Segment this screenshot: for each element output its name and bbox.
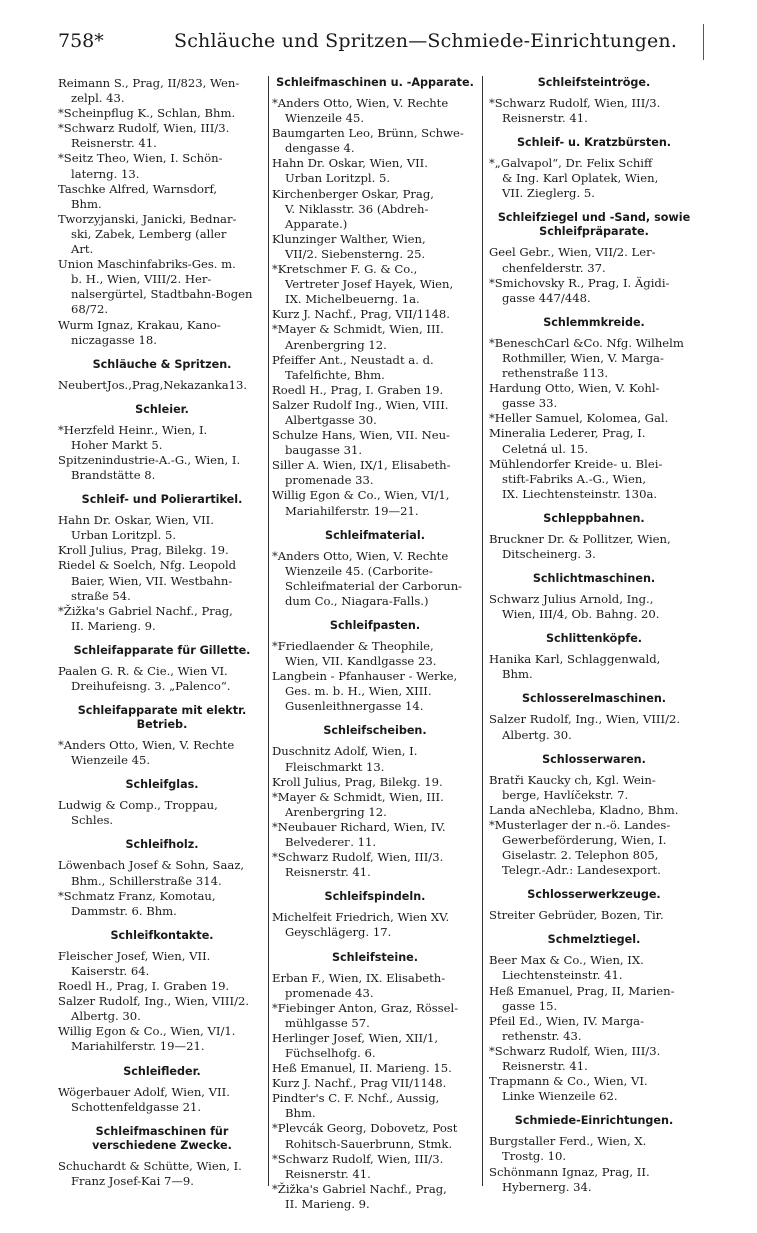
entry-line: *Anders Otto, Wien, V. Rechte	[272, 96, 449, 110]
directory-entry	[489, 532, 699, 562]
entry-line: Kaiserstr. 64.	[71, 963, 150, 978]
entry-line: NeubertJos.,Prag,Nekazanka13.	[58, 377, 248, 392]
column-3	[489, 76, 699, 1195]
entry-line: Schwarz Julius Arnold, Ing.,	[489, 592, 654, 607]
directory-entry	[272, 820, 478, 850]
directory-entry	[272, 322, 478, 352]
entry-line: Löwenbach Josef & Sohn, Saaz,	[58, 858, 245, 873]
page-header	[58, 30, 698, 60]
directory-entry	[272, 1182, 478, 1212]
section-heading: Schleifkontakte.	[110, 928, 214, 942]
directory-entry	[272, 262, 478, 307]
column-divider	[482, 76, 483, 1186]
entry-line: *Neubauer Richard, Wien, IV.	[272, 819, 446, 834]
entry-line: II. Marieng. 9.	[285, 1196, 370, 1211]
directory-entry	[58, 1024, 266, 1054]
entry-line: Wögerbauer Adolf, Wien, VII.	[58, 1084, 230, 1099]
directory-entry	[58, 423, 266, 453]
directory-entry	[489, 411, 699, 426]
entry-line: Füchselhofg. 6.	[285, 1045, 376, 1060]
section-heading: Schleifleder.	[123, 1064, 201, 1078]
directory-entry	[489, 381, 699, 411]
entry-line: Bhm.	[502, 667, 533, 682]
section-heading: Schleif- und Polierartikel.	[81, 493, 243, 507]
entry-line: Baumgarten Leo, Brünn, Schwe-	[272, 126, 464, 141]
entry-line: Taschke Alfred, Warnsdorf,	[58, 181, 218, 196]
entry-line: dengasse 4.	[285, 141, 355, 156]
directory-entry	[58, 949, 266, 979]
directory-entry	[489, 773, 699, 803]
section-heading: Schlosserwerkzeuge.	[527, 888, 661, 902]
entry-line: Trostg. 10.	[502, 1149, 567, 1164]
directory-entry	[272, 187, 478, 232]
directory-entry	[58, 76, 266, 106]
directory-entry	[272, 488, 478, 518]
entry-line: Siller A. Wien, IX/1, Elisabeth-	[272, 458, 451, 473]
entry-line: Wienzeile 45.	[285, 111, 365, 126]
directory-entry	[58, 212, 266, 257]
directory-entry	[272, 910, 478, 940]
entry-line: zelpl. 43.	[71, 91, 125, 106]
directory-entry	[272, 353, 478, 383]
entry-line: Albertg. 30.	[502, 727, 572, 742]
directory-entry	[272, 96, 478, 126]
entry-line: Erban F., Wien, IX. Elisabeth-	[272, 970, 446, 985]
entry-line: Heß Emanuel, II. Marieng. 15.	[272, 1061, 452, 1076]
entry-line: Hardung Otto, Wien, V. Kohl-	[489, 381, 660, 396]
entry-line: *Heller Samuel, Kolomea, Gal.	[489, 411, 669, 426]
entry-line: Salzer Rudolf, Ing., Wien, VIII/2.	[489, 712, 681, 727]
entry-line: Belvederег. 11.	[285, 835, 377, 850]
directory-entry	[489, 1165, 699, 1195]
entry-line: Hybernerg. 34.	[502, 1179, 592, 1194]
entry-line: rethenstr. 43.	[502, 1028, 582, 1043]
entry-line: Giselastr. 2. Telephon 805,	[502, 848, 659, 863]
directory-entry	[272, 971, 478, 1001]
directory-entry	[58, 453, 266, 483]
entry-line: Langbein - Pfanhauser - Werke,	[272, 669, 458, 684]
entry-line: IX. Michelbeuerng. 1a.	[285, 292, 420, 307]
entry-line: Trapmann & Co., Wien, VI.	[489, 1074, 648, 1089]
entry-line: Hahn Dr. Oskar, Wien, VII.	[272, 156, 428, 171]
entry-line: Willig Egon & Co., Wien, VI/1.	[58, 1024, 236, 1039]
section-heading: Schleif- u. Kratzbürsten.	[516, 136, 672, 150]
entry-line: *Smichovsky R., Prag, I. Ägidi-	[489, 275, 670, 290]
entry-line: Schottenfeldgasse 21.	[71, 1099, 202, 1114]
entry-line: Tafelfichte, Bhm.	[285, 367, 385, 382]
entry-line: Rohitsch-Sauerbrunn, Stmk.	[285, 1136, 453, 1151]
entry-line: *Schwarz Rudolf, Wien, III/3.	[489, 1043, 661, 1058]
entry-line: Geel Gebr., Wien, VII/2. Ler-	[489, 245, 656, 260]
entry-line: Wien, III/4, Ob. Bahng. 20.	[502, 607, 660, 622]
entry-line: Rothmiller, Wien, V. Marga-	[502, 350, 664, 365]
section-heading: Schlosserwaren.	[542, 752, 646, 766]
entry-line: Pindter's C. F. Nchf., Aussig,	[272, 1091, 440, 1106]
entry-line: Reisnerstr. 41.	[502, 111, 588, 126]
entry-line: IX. Liechtensteinstr. 130a.	[502, 486, 658, 501]
entry-line: *Žižka's Gabriel Nachf., Prag,	[272, 1181, 447, 1196]
entry-line: Reisnerstr. 41.	[285, 1166, 371, 1181]
entry-line: Kirchenberger Oskar, Prag,	[272, 186, 434, 201]
entry-line: straße 54.	[71, 588, 131, 603]
entry-line: Duschnitz Adolf, Wien, I.	[272, 744, 418, 759]
entry-line: Mariahilferstr. 19—21.	[285, 503, 419, 518]
entry-line: Fleischer Josef, Wien, VII.	[58, 948, 211, 963]
directory-entry	[58, 318, 266, 348]
entry-line: Tworzyjanski, Janicki, Bednar-	[58, 211, 237, 226]
entry-line: Roedl H., Prag, I. Graben 19.	[272, 382, 444, 397]
entry-line: chenfelderstr. 37.	[502, 260, 606, 275]
entry-line: Burgstaller Ferd., Wien, X.	[489, 1134, 647, 1149]
entry-line: b. H., Wien, VIII/2. Her-	[71, 272, 212, 287]
entry-line: Heß Emanuel, Prag, II, Marien-	[489, 983, 675, 998]
entry-line: Hahn Dr. Oskar, Wien, VII.	[58, 513, 214, 528]
entry-line: II. Marieng. 9.	[71, 618, 156, 633]
entry-line: Bhm.	[285, 1106, 316, 1121]
entry-line: Paalen G. R. & Cie., Wien VI.	[58, 663, 228, 678]
directory-entry	[489, 953, 699, 983]
entry-line: Bratři Kaucky ch, Kgl. Wein-	[489, 772, 656, 787]
directory-entry	[272, 1031, 478, 1061]
entry-line: VII. Zieglerg. 5.	[502, 186, 595, 201]
entry-line: *Seitz Theo, Wien, I. Schön-	[58, 151, 223, 166]
entry-line: Linke Wienzeile 62.	[502, 1089, 618, 1104]
directory-entry	[58, 378, 266, 393]
directory-entry	[489, 1134, 699, 1164]
section-heading: Schleifspindeln.	[324, 890, 426, 904]
directory-entry	[489, 96, 699, 126]
directory-entry	[489, 712, 699, 742]
directory-entry	[58, 664, 266, 694]
directory-entry	[58, 106, 266, 121]
directory-entry	[489, 336, 699, 381]
entry-line: Wienzeile 45.	[71, 753, 151, 768]
directory-entry	[58, 513, 266, 543]
directory-entry	[489, 1074, 699, 1104]
directory-entry	[58, 182, 266, 212]
directory-entry	[58, 604, 266, 634]
directory-entry	[58, 151, 266, 181]
entry-line: Beer Max & Co., Wien, IX.	[489, 953, 644, 968]
entry-line: Brandstätte 8.	[71, 468, 156, 483]
directory-entry	[489, 803, 699, 818]
directory-entry	[489, 652, 699, 682]
entry-line: Wien, VII. Kandlgasse 23.	[285, 654, 437, 669]
entry-line: stift-Fabriks A.-G., Wien,	[502, 471, 646, 486]
entry-line: Dammstr. 6. Bhm.	[71, 903, 177, 918]
entry-line: Reisnerstr. 41.	[502, 1059, 588, 1074]
entry-line: Klunzinger Walther, Wien,	[272, 231, 426, 246]
section-heading: Schleifmaschinen u. -Apparate.	[276, 76, 474, 89]
entry-line: Liechtensteinstr. 41.	[502, 968, 623, 983]
entry-line: gasse 15.	[502, 998, 558, 1013]
entry-line: Ditscheinerg. 3.	[502, 546, 596, 561]
entry-line: *Fiebinger Anton, Graz, Rössel-	[272, 1000, 459, 1015]
directory-entry	[272, 1091, 478, 1121]
entry-line: 68/72.	[71, 302, 109, 317]
section-heading: Schleifsteine.	[331, 950, 418, 964]
entry-line: Vertreter Josef Hayek, Wien,	[285, 277, 454, 292]
entry-line: Baier, Wien, VII. Westbahn-	[71, 573, 233, 588]
directory-entry	[489, 592, 699, 622]
entry-line: Schulze Hans, Wien, VII. Neu-	[272, 428, 450, 443]
entry-line: Gewerbeförderung, Wien, I.	[502, 833, 667, 847]
entry-line: promenade 43.	[285, 985, 374, 1000]
section-heading: Schleier.	[135, 402, 189, 416]
directory-entry	[272, 398, 478, 428]
directory-entry	[272, 126, 478, 156]
entry-line: *„Galvapol“, Dr. Felix Schiff	[489, 156, 653, 171]
entry-line: Kroll Julius, Prag, Bilekg. 19.	[58, 543, 229, 558]
entry-line: Albertg. 30.	[71, 1009, 141, 1024]
entry-line: Gusenleithnergasse 14.	[285, 699, 424, 714]
entry-line: *Schwarz Rudolf, Wien, III/3.	[489, 96, 661, 110]
directory-entry	[272, 669, 478, 714]
entry-line: Ges. m. b. H., Wien, XIII.	[285, 684, 432, 699]
directory-entry	[272, 1121, 478, 1151]
entry-line: *Friedlaender & Theophile,	[272, 639, 434, 653]
entry-line: & Ing. Karl Oplatek, Wien,	[502, 171, 659, 186]
section-heading: Schläuche & Spritzen.	[92, 357, 232, 371]
entry-line: Landa aNechleba, Kladno, Bhm.	[489, 802, 679, 817]
entry-line: Franz Josef-Kai 7—9.	[71, 1173, 194, 1188]
directory-entry	[58, 121, 266, 151]
entry-line: Hoher Markt 5.	[71, 437, 163, 452]
entry-line: Dreihufeisng. 3. „Palenco“.	[71, 679, 231, 693]
entry-line: promenade 33.	[285, 473, 374, 488]
entry-line: ski, Zabek, Lemberg (aller	[71, 226, 227, 241]
directory-entry	[489, 156, 699, 201]
section-heading: Schmelztiegel.	[547, 933, 641, 947]
section-heading: Schlichtmaschinen.	[532, 572, 656, 586]
directory-entry	[58, 738, 266, 768]
directory-entry	[489, 1014, 699, 1044]
section-heading: Schlittenköpfe.	[545, 632, 643, 646]
entry-line: *Schwarz Rudolf, Wien, III/3.	[272, 850, 444, 865]
section-heading: Schleifmaterial.	[325, 528, 425, 542]
entry-line: Reimann S., Prag, II/823, Wen-	[58, 76, 240, 90]
directory-entry	[272, 639, 478, 669]
directory-entry	[489, 1044, 699, 1074]
entry-line: Michelfeit Friedrich, Wien XV.	[272, 910, 450, 925]
directory-entry	[272, 1152, 478, 1182]
entry-line: *Mayer & Schmidt, Wien, III.	[272, 322, 444, 337]
entry-line: Salzer Rudolf, Ing., Wien, VIII/2.	[58, 994, 250, 1009]
directory-entry	[272, 428, 478, 458]
entry-line: Union Maschinfabriks-Ges. m.	[58, 257, 236, 272]
entry-line: *Musterlager der n.-ö. Landes-	[489, 817, 671, 832]
directory-entry	[272, 850, 478, 880]
entry-line: Wurm Ignaz, Krakau, Kano-	[58, 317, 221, 332]
directory-entry	[272, 383, 478, 398]
directory-entry	[489, 276, 699, 306]
section-heading: Schleifscheiben.	[323, 724, 427, 738]
entry-line: Urban Loritzpl. 5.	[71, 528, 177, 543]
directory-entry	[489, 457, 699, 502]
entry-line: Schleifmaterial der Carborun-	[285, 578, 463, 593]
section-heading: Schlosserelmaschinen.	[521, 692, 667, 706]
entry-line: *BeneschCarl &Co. Nfg. Wilhelm	[489, 335, 684, 350]
entry-line: *Anders Otto, Wien, V. Rechte	[58, 738, 235, 753]
directory-entry	[489, 245, 699, 275]
directory-entry	[272, 1061, 478, 1076]
entry-line: Salzer Rudolf Ing., Wien, VIII.	[272, 397, 449, 412]
entry-line: Celetná ul. 15.	[502, 441, 589, 456]
entry-line: Pfeiffer Ant., Neustadt a. d.	[272, 352, 434, 367]
entry-line: *Kretschmer F. G. & Co.,	[272, 262, 418, 277]
entry-line: Kurz J. Nachf., Prag VII/1148.	[272, 1076, 447, 1091]
section-heading: Schmiede-Einrichtungen.	[514, 1114, 674, 1128]
entry-line: VII/2. Siebensterng. 25.	[285, 246, 426, 261]
entry-line: Mariahilferstr. 19—21.	[71, 1039, 205, 1054]
entry-line: Herlinger Josef, Wien, XII/1,	[272, 1030, 439, 1045]
directory-entry	[272, 549, 478, 609]
entry-line: *Žižka's Gabriel Nachf., Prag,	[58, 603, 233, 618]
directory-entry	[58, 1085, 266, 1115]
entry-line: gasse 33.	[502, 396, 558, 411]
entry-line: laterng. 13.	[71, 166, 140, 181]
directory-entry	[272, 1001, 478, 1031]
entry-line: *Mayer & Schmidt, Wien, III.	[272, 789, 444, 804]
section-heading: Schleifapparate für Gillette.	[73, 643, 251, 657]
entry-line: Roedl H., Prag, I. Graben 19.	[58, 979, 230, 994]
entry-line: Mineralia Lederer, Prag, I.	[489, 426, 646, 441]
column-divider	[268, 76, 269, 1186]
directory-entry	[58, 979, 266, 994]
directory-entry	[272, 307, 478, 322]
entry-line: Spitzenindustrie-A.-G., Wien, I.	[58, 452, 241, 467]
entry-line: dum Co., Niagara-Falls.)	[285, 593, 429, 608]
entry-line: Kurz J. Nachf., Prag, VII/1148.	[272, 307, 450, 322]
entry-line: Wienzeile 45. (Carborite-	[285, 563, 433, 578]
entry-line: Albertgasse 30.	[285, 412, 377, 427]
entry-line: Arenbergring 12.	[285, 804, 387, 819]
page-number: 758*	[58, 30, 104, 52]
entry-line: *Schwarz Rudolf, Wien, III/3.	[58, 121, 230, 136]
entry-line: Willig Egon & Co., Wien, VI/1,	[272, 488, 450, 503]
entry-line: Telegr.-Adr.: Landesexport.	[502, 863, 661, 878]
directory-entry	[272, 744, 478, 774]
entry-line: Kroll Julius, Prag, Bilekg. 19.	[272, 774, 443, 789]
directory-entry	[58, 889, 266, 919]
entry-line: *Schwarz Rudolf, Wien, III/3.	[272, 1151, 444, 1166]
entry-line: Bhm., Schillerstraße 314.	[71, 873, 222, 888]
entry-line: Schuchardt & Schütte, Wien, I.	[58, 1158, 242, 1173]
entry-line: niczagasse 18.	[71, 332, 157, 347]
entry-line: Arenbergring 12.	[285, 337, 387, 352]
section-heading: Schleifholz.	[125, 838, 199, 852]
section-heading: Schleifapparate mit elektr. Betrieb.	[77, 704, 247, 732]
entry-line: Reisnerstr. 41.	[285, 865, 371, 880]
entry-line: Art.	[71, 242, 94, 257]
directory-entry	[58, 257, 266, 317]
section-heading: Schleifsteintröge.	[537, 76, 651, 89]
directory-entry	[272, 790, 478, 820]
section-heading: Schleifglas.	[125, 778, 199, 792]
directory-entry	[272, 458, 478, 488]
entry-line: Geyschlägerg. 17.	[285, 925, 392, 940]
directory-entry	[272, 232, 478, 262]
entry-line: Hanika Karl, Schlaggenwald,	[489, 652, 661, 667]
entry-line: V. Niklasstr. 36 (Abdreh-	[285, 201, 429, 216]
directory-entry	[489, 818, 699, 878]
entry-line: Streiter Gebrüder, Bozen, Tir.	[489, 908, 664, 923]
directory-entry	[58, 558, 266, 603]
entry-line: rethenstraße 113.	[502, 366, 609, 381]
directory-entry	[58, 543, 266, 558]
section-heading: Schleifpasten.	[329, 619, 421, 632]
entry-line: Pfeil Ed., Wien, IV. Marga-	[489, 1013, 644, 1028]
entry-line: Riedel & Soelch, Nfg. Leopold	[58, 558, 237, 573]
column-1	[58, 76, 266, 1189]
directory-entry	[58, 798, 266, 828]
section-heading: Schleifmaschinen für verschiedene Zwecke.	[92, 1124, 232, 1152]
entry-line: Fleischmarkt 13.	[285, 759, 385, 774]
entry-line: nalsergürtel, Stadtbahn-Bogen	[71, 287, 253, 302]
section-heading: Schleifziegel und -Sand, sowie Schleifpräparate.	[497, 211, 691, 239]
directory-entry	[272, 156, 478, 186]
directory-entry	[489, 426, 699, 456]
directory-entry	[489, 908, 699, 923]
entry-line: Bruckner Dr. & Pollitzer, Wien,	[489, 531, 671, 546]
directory-entry	[58, 858, 266, 888]
directory-entry	[58, 994, 266, 1024]
entry-line: *Anders Otto, Wien, V. Rechte	[272, 548, 449, 563]
column-2	[272, 76, 478, 1212]
entry-line: Ludwig & Comp., Troppau,	[58, 798, 218, 813]
entry-line: Schles.	[71, 813, 114, 828]
directory-entry	[58, 1159, 266, 1189]
entry-line: Urban Loritzpl. 5.	[285, 171, 391, 186]
entry-line: Apparate.)	[285, 216, 348, 231]
entry-line: mühlgasse 57.	[285, 1015, 370, 1030]
entry-line: Reisnerstr. 41.	[71, 136, 157, 151]
entry-line: Bhm.	[71, 196, 102, 211]
entry-line: Mühlendorfer Kreide- u. Blei-	[489, 456, 663, 471]
margin-mark	[703, 24, 704, 60]
running-title: Schläuche und Spritzen—Schmiede-Einrichtungen.	[174, 30, 678, 52]
entry-line: *Schmatz Franz, Komotau,	[58, 888, 216, 903]
entry-line: berge, Havlíčekstr. 7.	[502, 787, 629, 802]
section-heading: Schleppbahnen.	[543, 511, 645, 525]
entry-line: gasse 447/448.	[502, 290, 591, 305]
entry-line: *Scheinpflug K., Schlan, Bhm.	[58, 106, 236, 121]
directory-entry	[272, 775, 478, 790]
directory-entry	[272, 1076, 478, 1091]
entry-line: *Plevcák Georg, Dobovetz, Post	[272, 1121, 458, 1136]
directory-entry	[489, 984, 699, 1014]
section-heading: Schlemmkreide.	[543, 315, 645, 329]
entry-line: *Herzfeld Heinr., Wien, I.	[58, 422, 208, 437]
entry-line: baugasse 31.	[285, 443, 363, 458]
entry-line: Schönmann Ignaz, Prag, II.	[489, 1164, 650, 1179]
